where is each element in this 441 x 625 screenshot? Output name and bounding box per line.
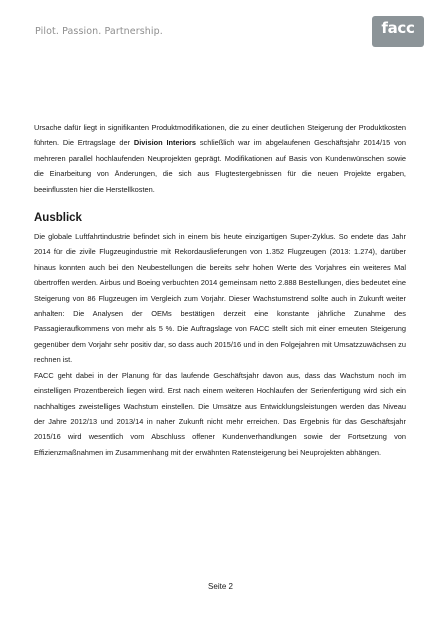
document-body bbox=[34, 120, 406, 460]
page-number: Seite 2 bbox=[208, 582, 233, 591]
division-interiors-bold: Division Interiors bbox=[133, 138, 197, 148]
paragraph-interiors bbox=[34, 120, 406, 197]
paragraph-interiors-part1: Ursache dafür liegt in signifikanten Produktmodifikationen, die zu einer deutlichen Steigerung der Produktkosten führten. Die Ertragslage der bbox=[34, 123, 406, 148]
logo-text: facc bbox=[381, 19, 415, 37]
paragraph-outlook-industry: Die globale Luftfahrtindustrie befindet sich in einem bis heute einzigartigen Super-Zyklus. So endete das Jahr 2014 für die zivile Flugzeugindustrie mit Rekordauslieferungen von 1.352 Flugzeugen (2013: 1.274), darüber hinaus konnten auch bei den Neubestellungen die bereits sehr hohen Werte des Vorjahres ein weiteres Mal übertroffen werden. Airbus und Boeing verbuchten 2014 gemeinsam netto 2.888 Bestellungen, dies bedeutet eine Steigerung von 86 Flugzeugen im Vergleich zum Vorjahr. Dieser Wachstumstrend sollte auch in Zukunft weiter anhalten: Die Analysen der OEMs bestätigen derzeit eine konstante jährliche Zunahme des Passagieraufkommens von mehr als 5 %. Die Auftragslage von FACC stellt sich mit einer erneuten Steigerung gegenüber dem Vorjahr sehr positiv dar, so dass auch 2015/16 und in den Folgejahren mit Umsatzzuwächsen zu rechnen ist. bbox=[34, 232, 406, 365]
facc-logo bbox=[372, 16, 424, 47]
paragraph-interiors-part2: schließlich war im abgelaufenen Geschäftsjahr 2014/15 von mehreren parallel hochlaufenden Neuprojekten geprägt. Modifikationen auf Basis von Kundenwünschen sowie die Einarbeitung von Änderungen, die sich aus Flugtestergebnissen für die neuen Projekte ergaben, beeinflussten hier die Herstellkosten. bbox=[34, 138, 407, 194]
page-header bbox=[0, 0, 441, 60]
paragraph-outlook-planning: FACC geht dabei in der Planung für das laufende Geschäftsjahr davon aus, dass das Wachstum noch im einstelligen Prozentbereich liegen wird. Erst nach einem weiteren Hochlaufen der Serienfertigung wird sich ein nachhaltiges zweistelliges Wachstum einstellen. Die Umsätze aus Entwicklungsleistungen werden das Niveau der Jahre 2012/13 und 2013/14 in naher Zukunft nicht mehr erreichen. Das Ergebnis für das Geschäftsjahr 2015/16 wird wesentlich vom Abschluss offener Kundenverhandlungen sowie der Fortsetzung von Effizienzmaßnahmen im Zusammenhang mit der erwähnten Ratensteigerung bei Neuprojekten abhängen. bbox=[34, 370, 406, 457]
section-heading-ausblick: Ausblick bbox=[34, 212, 82, 225]
company-tagline: Pilot. Passion. Partnership. bbox=[35, 26, 163, 37]
